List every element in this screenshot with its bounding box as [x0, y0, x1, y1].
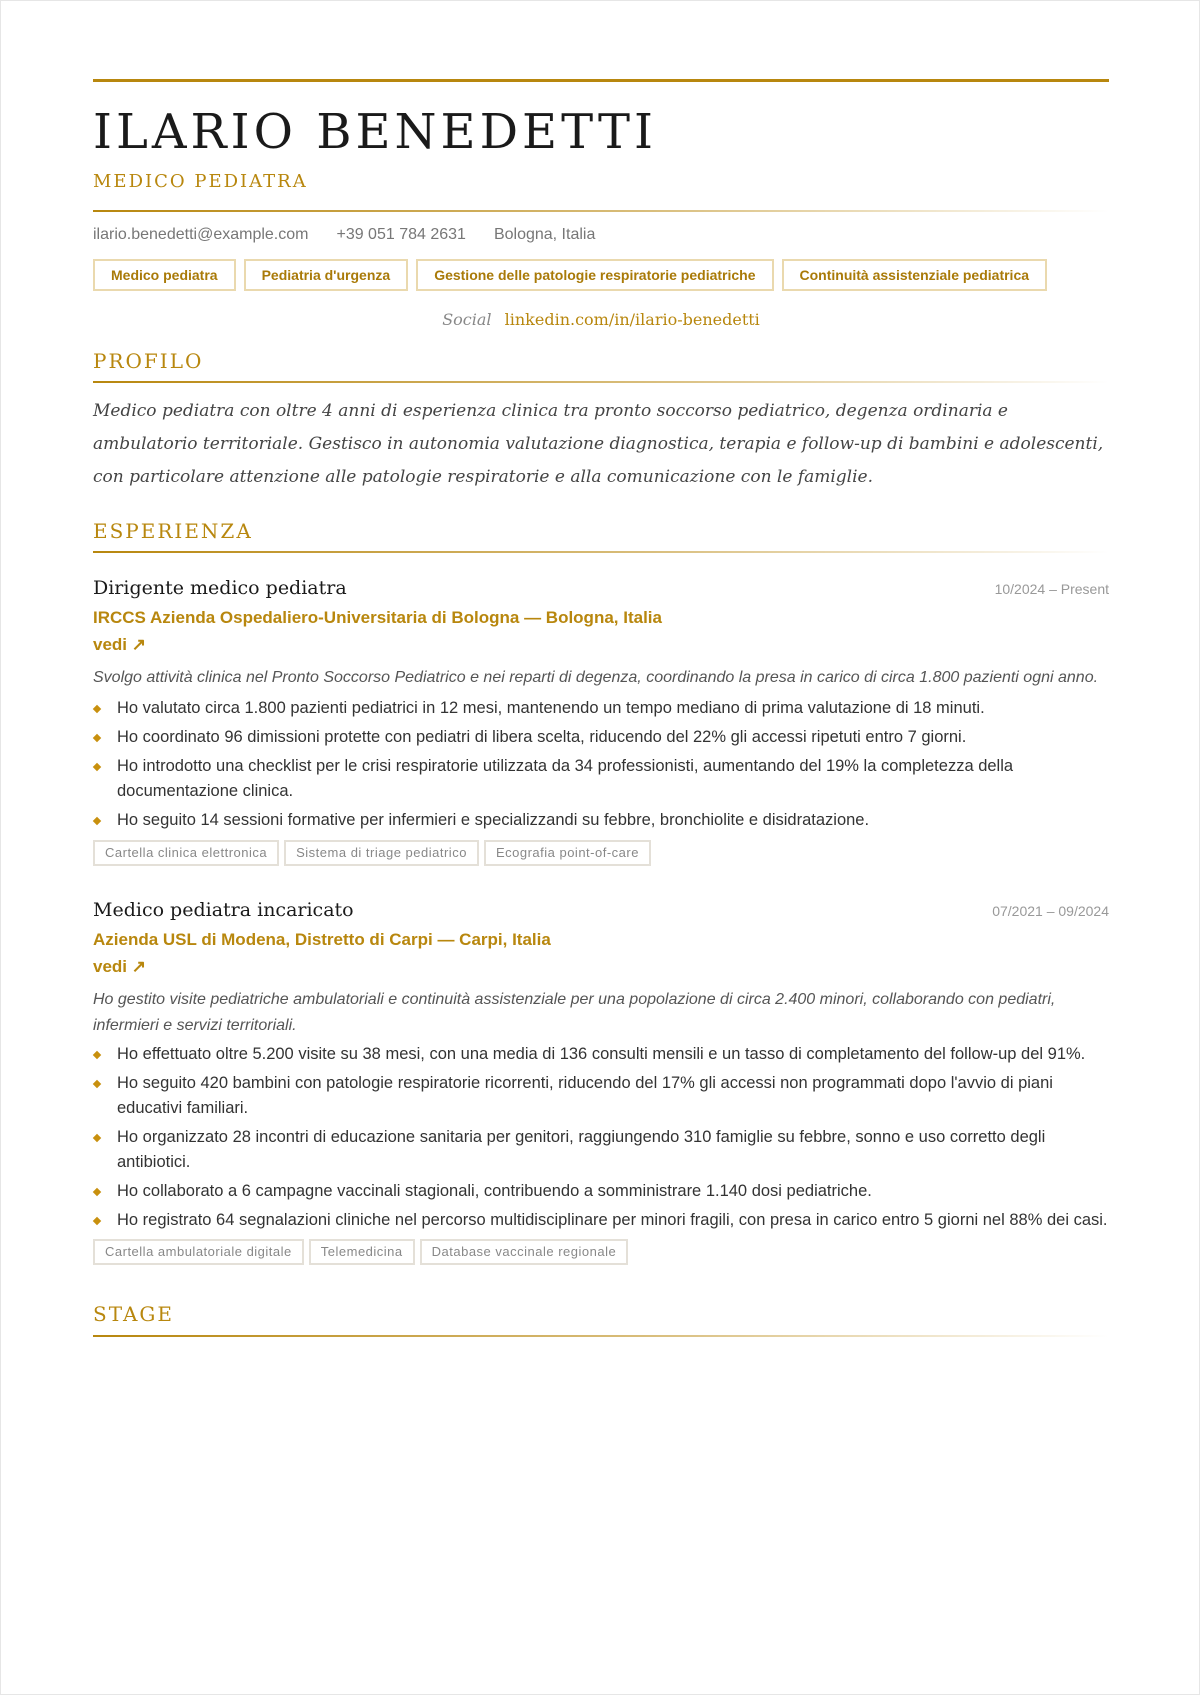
- tool-tag: Telemedicina: [309, 1239, 415, 1265]
- linkedin-link[interactable]: linkedin.com/in/ilario-benedetti: [504, 310, 760, 329]
- section-title-stage: STAGE: [93, 1302, 174, 1326]
- job-description: Ho gestito visite pediatriche ambulatoriali e continuità assistenziale per una popolazione di circa 2.400 minori, collaborando con pediatri, infermieri e servizi territoriali.: [93, 991, 1056, 1034]
- job-title: Dirigente medico pediatra: [93, 577, 347, 599]
- job-organization: IRCCS Azienda Ospedaliero-Universitaria di Bologna — Bologna, Italia: [93, 608, 662, 627]
- bullet-item: [93, 1179, 1109, 1204]
- bullet-diamond-icon: [93, 1188, 101, 1196]
- contact-line: [93, 226, 595, 244]
- bullet-diamond-icon: [93, 705, 101, 713]
- bullet-diamond-icon: [93, 734, 101, 742]
- bullet-diamond-icon: [93, 1217, 101, 1225]
- section-title-experience: ESPERIENZA: [93, 519, 253, 543]
- social-line: [93, 310, 1109, 329]
- section-title-profile: PROFILO: [93, 349, 204, 373]
- bullet-diamond-icon: [93, 1134, 101, 1142]
- job-link[interactable]: vedi ↗: [93, 635, 146, 654]
- contact-location: Bologna, Italia: [493, 226, 596, 243]
- bullet-item: [93, 1125, 1109, 1175]
- tool-tag: Sistema di triage pediatrico: [284, 840, 479, 866]
- section-divider: [93, 381, 1109, 383]
- tool-tag: Cartella ambulatoriale digitale: [93, 1239, 304, 1265]
- bullet-diamond-icon: [93, 1080, 101, 1088]
- job-link[interactable]: vedi ↗: [93, 957, 146, 976]
- bullet-item: [93, 725, 1109, 750]
- candidate-role: MEDICO PEDIATRA: [93, 171, 308, 192]
- bullet-text: Ho valutato circa 1.800 pazienti pediatrici in 12 mesi, mantenendo un tempo mediano di prima valutazione di 18 minuti.: [117, 699, 985, 717]
- bullet-text: Ho seguito 14 sessioni formative per infermieri e specializzandi su febbre, bronchiolite e disidratazione.: [117, 811, 870, 829]
- job-bullets: [93, 696, 1109, 837]
- bullet-diamond-icon: [93, 1051, 101, 1059]
- skill-chips: [93, 259, 1047, 291]
- contact-phone[interactable]: +39 051 784 2631: [336, 226, 466, 243]
- bullet-item: [93, 1208, 1109, 1233]
- bullet-text: Ho registrato 64 segnalazioni cliniche nel percorso multidisciplinare per minori fragili, con presa in carico entro 5 giorni nel 88% dei casi.: [117, 1211, 1108, 1229]
- bullet-item: [93, 1071, 1109, 1121]
- bullet-text: Ho collaborato a 6 campagne vaccinali stagionali, contribuendo a somministrare 1.140 dosi pediatriche.: [117, 1182, 872, 1200]
- bullet-item: [93, 696, 1109, 721]
- tool-tag: Ecografia point-of-care: [484, 840, 651, 866]
- bullet-diamond-icon: [93, 817, 101, 825]
- job-tags: [93, 840, 651, 866]
- skill-chip: Gestione delle patologie respiratorie pediatriche: [416, 259, 773, 291]
- bullet-text: Ho effettuato oltre 5.200 visite su 38 mesi, con una media di 136 consulti mensili e un tasso di completamento del follow-up del 91%.: [117, 1045, 1086, 1063]
- bullet-item: [93, 808, 1109, 833]
- contact-email[interactable]: ilario.benedetti@example.com: [93, 226, 309, 243]
- social-label: Social: [442, 310, 492, 329]
- top-rule: [93, 79, 1109, 82]
- bullet-text: Ho seguito 420 bambini con patologie respiratorie ricorrenti, riducendo del 17% gli accessi non programmati dopo l'avvio di piani educativi familiari.: [117, 1074, 1053, 1117]
- tool-tag: Cartella clinica elettronica: [93, 840, 279, 866]
- profile-summary: Medico pediatra con oltre 4 anni di esperienza clinica tra pronto soccorso pediatrico, degenza ordinaria e ambulatorio territoriale. Gestisco in autonomia valutazione diagnostica, terapia e follow-up di bambini e adolescenti, con particolare attenzione alle patologie respiratorie e alla comunicazione con le famiglie.: [93, 401, 1104, 487]
- job-title: Medico pediatra incaricato: [93, 899, 354, 921]
- job-organization: Azienda USL di Modena, Distretto di Carpi — Carpi, Italia: [93, 930, 551, 949]
- job-date: 10/2024 – Present: [994, 581, 1109, 597]
- bullet-diamond-icon: [93, 763, 101, 771]
- header-divider: [93, 210, 1109, 212]
- job-tags: [93, 1239, 628, 1265]
- job-description: Svolgo attività clinica nel Pronto Soccorso Pediatrico e nei reparti di degenza, coordinando la presa in carico di circa 1.800 pazienti ogni anno.: [93, 669, 1099, 686]
- skill-chip: Medico pediatra: [93, 259, 236, 291]
- bullet-item: [93, 1042, 1109, 1067]
- bullet-text: Ho introdotto una checklist per le crisi respiratorie utilizzata da 34 professionisti, aumentando del 19% la completezza della documentazione clinica.: [117, 757, 1014, 800]
- candidate-name: ILARIO BENEDETTI: [93, 104, 657, 160]
- skill-chip: Pediatria d'urgenza: [244, 259, 409, 291]
- tool-tag: Database vaccinale regionale: [420, 1239, 629, 1265]
- bullet-item: [93, 754, 1109, 804]
- section-divider: [93, 551, 1109, 553]
- bullet-text: Ho coordinato 96 dimissioni protette con pediatri di libera scelta, riducendo del 22% gli accessi ripetuti entro 7 giorni.: [117, 728, 967, 746]
- skill-chip: Continuità assistenziale pediatrica: [782, 259, 1048, 291]
- bullet-text: Ho organizzato 28 incontri di educazione sanitaria per genitori, raggiungendo 310 famiglie su febbre, sonno e uso corretto degli antibiotici.: [117, 1128, 1046, 1171]
- job-bullets: [93, 1042, 1109, 1237]
- section-divider: [93, 1335, 1109, 1337]
- job-date: 07/2021 – 09/2024: [992, 903, 1109, 919]
